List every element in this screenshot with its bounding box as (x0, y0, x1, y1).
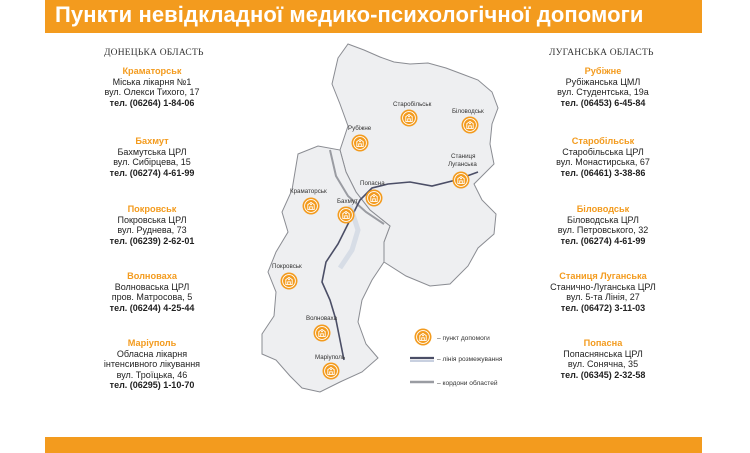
svg-text:– кордони областей: – кордони областей (437, 380, 498, 387)
phone-number: тел. (06295) 1-10-70 (109, 380, 195, 391)
svg-text:Краматорськ: Краматорськ (290, 188, 327, 195)
address-line: Волноваська ЦРЛ (114, 281, 190, 292)
city-name: Покровськ (127, 204, 177, 214)
address-line: вул. Сибірцева, 15 (113, 157, 191, 168)
phone-number: тел. (06472) 3-11-03 (560, 302, 646, 313)
city-name: Волноваха (127, 271, 177, 281)
page-title: Пункти невідкладної медико-психологічної допомоги (55, 2, 644, 27)
address-line: Попаснянська ЦРЛ (563, 348, 643, 359)
city-name: Старобільськ (571, 136, 635, 146)
address-line: вул. Петровського, 32 (557, 225, 649, 236)
phone-number: тел. (06264) 1-84-06 (109, 97, 195, 108)
luhansk-region-heading: ЛУГАНСЬКА ОБЛАСТЬ (549, 48, 654, 58)
address-line: Станично-Луганська ЦРЛ (550, 281, 656, 292)
city-name: Рубіжне (584, 66, 622, 76)
svg-text:Станиця: Станиця (451, 153, 476, 160)
address-line: Міська лікарня №1 (112, 76, 192, 87)
city-name: Біловодськ (576, 204, 630, 214)
address-line: Бахмутська ЦРЛ (117, 146, 187, 157)
city-name: Станиця Луганська (559, 271, 647, 281)
address-line: Рубіжанська ЦМЛ (565, 76, 641, 87)
address-line: інтенсивного лікування (103, 359, 201, 370)
svg-text:Старобільськ: Старобільськ (393, 101, 432, 108)
address-line: пров. Матросова, 5 (111, 292, 193, 303)
phone-number: тел. (06274) 4-61-99 (560, 235, 646, 246)
svg-text:– пункт допомоги: – пункт допомоги (437, 335, 490, 342)
address-line: Біловодська ЦРЛ (567, 214, 639, 225)
svg-text:Біловодськ: Біловодськ (452, 108, 484, 115)
phone-number: тел. (06274) 4-61-99 (109, 167, 195, 178)
map-legend (410, 329, 503, 388)
svg-text:Покровськ: Покровськ (272, 263, 302, 270)
svg-text:Попасна: Попасна (360, 180, 385, 187)
address-line: вул. Сонячна, 35 (567, 359, 639, 370)
bottom-bar (45, 437, 702, 453)
phone-number: тел. (06345) 2-32-58 (560, 369, 646, 380)
city-name: Бахмут (135, 136, 169, 146)
phone-number: тел. (06461) 3-38-86 (560, 167, 646, 178)
svg-text:Бахмут: Бахмут (337, 198, 358, 205)
address-line: вул. Троїцька, 46 (116, 369, 188, 380)
svg-text:Луганська: Луганська (448, 161, 477, 168)
svg-text:– лінія розмежування: – лінія розмежування (437, 356, 503, 363)
phone-number: тел. (06244) 4-25-44 (109, 302, 195, 313)
city-name: Попасна (583, 338, 623, 348)
address-line: Старобільська ЦРЛ (562, 146, 644, 157)
city-name: Маріуполь (127, 338, 177, 348)
address-line: вул. 5-та Лінія, 27 (566, 292, 640, 303)
donetsk-region-heading: ДОНЕЦЬКА ОБЛАСТЬ (104, 48, 204, 58)
address-line: Обласна лікарня (116, 348, 188, 359)
address-line: вул. Руднева, 73 (117, 225, 187, 236)
phone-number: тел. (06239) 2-62-01 (109, 235, 195, 246)
address-line: Покровська ЦРЛ (117, 214, 187, 225)
svg-text:Рубіжне: Рубіжне (348, 125, 372, 132)
svg-text:Маріуполь: Маріуполь (315, 354, 346, 361)
phone-number: тел. (06453) 6-45-84 (560, 97, 646, 108)
svg-text:Волноваха: Волноваха (306, 315, 338, 322)
address-line: вул. Монастирська, 67 (556, 157, 650, 168)
city-name: Краматорськ (122, 66, 182, 76)
address-line: вул. Олекси Тихого, 17 (104, 87, 200, 98)
address-line: вул. Студентська, 19а (557, 87, 649, 98)
